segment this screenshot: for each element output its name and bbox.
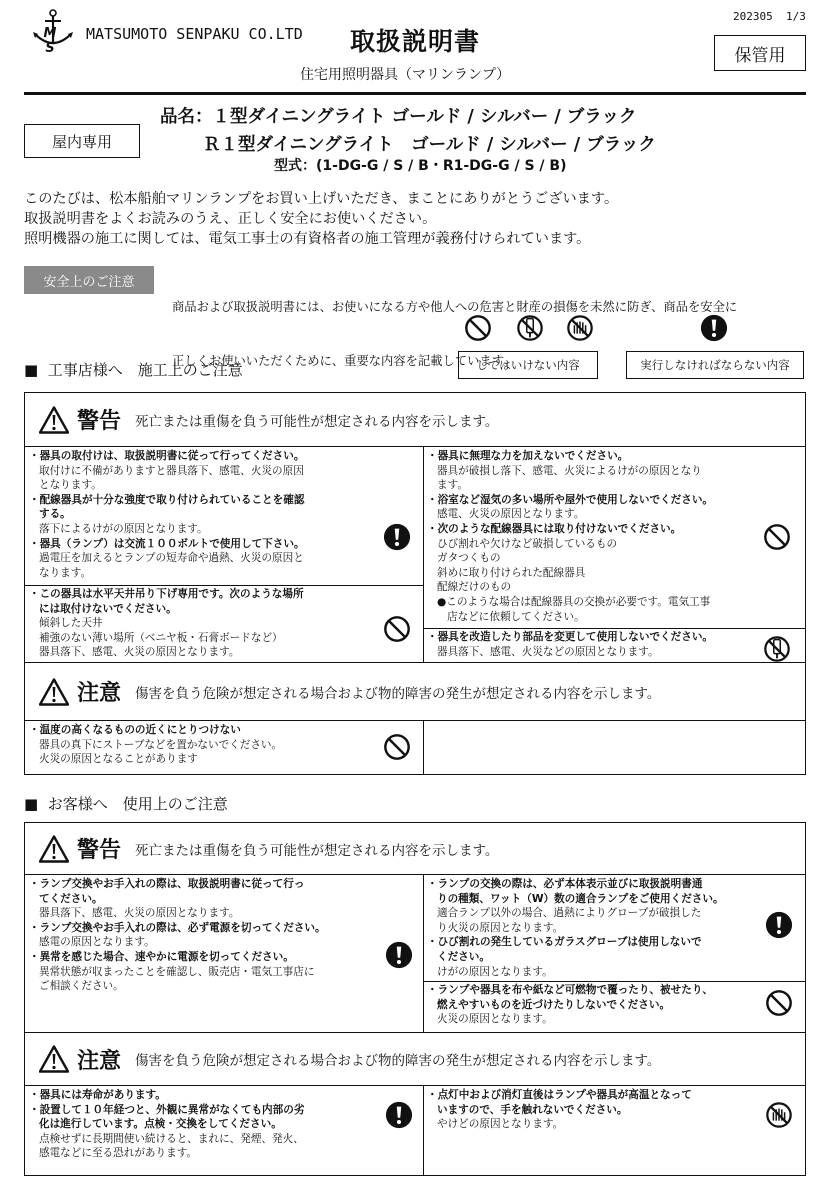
notice-line: ガタつくもの [437, 552, 501, 565]
intro-text [24, 189, 618, 249]
notice-line: 過電圧を加えるとランプの短寿命や過熱、火災の原因と [39, 552, 304, 565]
caution-label: 注意 [77, 1048, 122, 1074]
safety-notice-tag: 安全上のご注意 [24, 266, 154, 294]
notice-line: 器具の真下にストーブなどを置かないでください。 [39, 738, 283, 751]
notice-line: ・器具の取付けは、取扱説明書に従って行ってください。 [29, 450, 305, 462]
notice-line: やけどの原因となります。 [437, 1118, 564, 1131]
legend-prohibit-label: してはいけない内容 [458, 351, 598, 379]
notice-line: ・次のような配線器具には取り付けないでください。 [427, 522, 682, 535]
notice-line: 火災の原因となります。 [437, 1013, 553, 1026]
installer-warning-right-top [423, 447, 805, 626]
installer-heading: ■ 工事店様へ 施工上のご注意 [24, 361, 243, 379]
no-disassemble-icon [516, 314, 544, 342]
mandatory-icon [385, 1101, 413, 1129]
notice-line: ・器具（ランプ）は交流１００ボルトで使用して下さい。 [29, 537, 305, 550]
warning-triangle-icon [39, 678, 69, 706]
company-logo [30, 8, 76, 56]
notice-line: となります。 [39, 479, 102, 492]
prohibit-icon [765, 989, 793, 1017]
notice-line: 器具落下、感電、火災などの原因となります。 [437, 645, 659, 658]
customer-caution-right [423, 1086, 805, 1134]
customer-caution-band [25, 1032, 805, 1086]
notice-line: 補強のない薄い場所（ベニヤ板・石膏ボードなど） [39, 631, 283, 644]
prohibit-icon [383, 733, 411, 761]
customer-warning-left [25, 875, 423, 996]
warning-triangle-icon [39, 835, 69, 863]
do-not-touch-icon [765, 1101, 793, 1129]
notice-line: り火災の原因となります。 [437, 921, 564, 934]
notice-line: ・浴室など湿気の多い場所や屋外で使用しないでください。 [427, 493, 714, 506]
header-divider [24, 92, 806, 95]
installer-warning-right-bottom [423, 628, 805, 661]
notice-line: 器具落下、感電、火災の原因となります。 [39, 907, 240, 920]
notice-line: ます。 [437, 479, 468, 492]
notice-line: ・器具には寿命があります。 [29, 1089, 166, 1101]
intro-line: 取扱説明書をよくお読みのうえ、正しく安全にお使いください。 [24, 211, 437, 227]
notice-line: ・ランプ交換やお手入れの際は、取扱説明書に従って行っ [29, 878, 305, 890]
notice-line: 傾斜した天井 [39, 617, 103, 630]
prohibit-icon [383, 615, 411, 643]
installer-warning-band [25, 393, 805, 447]
notice-line: ・点灯中および消灯直後はランプや器具が高温となって [427, 1089, 692, 1101]
notice-line: ・ランプや器具を布や紙など可燃物で覆ったり、被せたり、 [427, 984, 714, 996]
document-subtitle: 住宅用照明器具（マリンランプ） [300, 67, 511, 83]
installer-caution-band [25, 662, 805, 721]
notice-line: りの種類、ワット（W）数の適合ランプをご使用ください。 [437, 892, 724, 905]
intro-line: 照明機器の施工に関しては、電気工事士の有資格者の施工管理が義務付けられています。 [24, 231, 591, 247]
mandatory-icon [385, 941, 413, 969]
installer-warning-left-bottom [25, 585, 423, 662]
notice-line: 火災の原因となることがあります [39, 753, 198, 766]
mandatory-icon [700, 314, 728, 342]
caution-description: 傷害を負う危険が想定される場合および物的障害の発生が想定される内容を示します。 [135, 1053, 661, 1069]
notice-line: ・配線器具が十分な強度で取り付けられていることを確認 [29, 493, 305, 506]
notice-line: ・ランプ交換やお手入れの際は、必ず電源を切ってください。 [29, 921, 326, 934]
caution-description: 傷害を負う危険が想定される場合および物的障害の発生が想定される内容を示します。 [135, 685, 661, 702]
prohibit-icon [763, 523, 791, 551]
customer-heading: ■ お客様へ 使用上のご注意 [24, 795, 228, 813]
notice-line: 感電、火災の原因となります。 [437, 508, 585, 521]
prohibit-icon [464, 314, 492, 342]
safety-text-line: 正しくお使いいただくために、重要な内容を記載しています。 [172, 354, 516, 368]
mandatory-icon [383, 523, 411, 551]
product-name-line1: 品名：１型ダイニングライト ゴールド / シルバー / ブラック [160, 107, 637, 127]
notice-line: 器具落下、感電、火災の原因となります。 [39, 646, 240, 659]
notice-line: 燃えやすいものを近づけたりしないでください。 [437, 998, 671, 1011]
company-name: MATSUMOTO SENPAKU CO.LTD [86, 25, 303, 43]
warning-label: 警告 [77, 409, 122, 434]
indoor-only-label: 屋内専用 [24, 124, 140, 158]
notice-line: 異常状態が収まったことを確認し、販売店・電気工事店に [39, 965, 315, 978]
customer-warning-band [25, 823, 805, 875]
notice-line: 感電などに至る恐れがあります。 [39, 1147, 198, 1160]
customer-notice-table [24, 822, 806, 1176]
installer-notice-table [24, 392, 806, 775]
no-disassemble-icon [763, 635, 791, 663]
notice-line: ・異常を感じた場合、速やかに電源を切ってください。 [29, 950, 294, 963]
warning-triangle-icon [39, 406, 69, 434]
notice-line: ・ランプの交換の際は、必ず本体表示並びに取扱説明書通 [427, 878, 703, 890]
notice-line: 適合ランプ以外の場合、過熱によりグローブが破損した [437, 907, 702, 920]
safety-text-line: 商品および取扱説明書には、お使いになる方や他人への危害と財産の損傷を未然に防ぎ、商品を安全に [172, 300, 738, 314]
warning-description: 死亡または重傷を負う可能性が想定される内容を示します。 [135, 842, 499, 859]
notice-line: ひび割れや欠けなど破損しているもの [437, 537, 618, 550]
customer-warning-right-bottom [423, 981, 805, 1029]
document-title: 取扱説明書 [350, 27, 481, 56]
notice-line: 取付けに不備がありますと器具落下、感電、火災の原因 [39, 464, 304, 477]
notice-line: なります。 [39, 566, 92, 579]
notice-line: ・温度の高くなるものの近くにとりつけない [29, 724, 241, 736]
keep-label: 保管用 [714, 35, 806, 71]
notice-line: ●このような場合は配線器具の交換が必要です。電気工事 [437, 595, 711, 608]
product-model: 型式：(1-DG-G / S / B・R1-DG-G / S / B) [274, 158, 567, 174]
notice-line: 器具が破損し落下、感電、火災によるけがの原因となり [437, 464, 702, 477]
do-not-touch-icon [566, 314, 594, 342]
notice-line: 配線だけのもの [437, 581, 512, 594]
intro-line: このたびは、松本船舶マリンランプをお買い上げいただき、まことにありがとうございます。 [24, 191, 619, 207]
document-code: 202305 1/3 [733, 10, 806, 23]
notice-line: ・設置して１０年経つと、外観に異常がなくても内部の劣 [29, 1103, 305, 1116]
notice-line: 点検せずに長期間使い続けると、まれに、発煙、発火、 [39, 1132, 304, 1145]
notice-line: 化は進行しています。点検・交換をしてください。 [39, 1118, 282, 1131]
warning-label: 警告 [77, 838, 122, 863]
column-divider [423, 721, 424, 774]
customer-caution-left [25, 1086, 423, 1163]
installer-caution-left [25, 721, 423, 769]
legend-mandatory-label: 実行しなければならない内容 [626, 351, 804, 379]
notice-line: には取付けないでください。 [39, 602, 177, 615]
notice-line: てください。 [39, 892, 103, 905]
warning-description: 死亡または重傷を負う可能性が想定される内容を示します。 [135, 413, 499, 430]
caution-label: 注意 [77, 681, 122, 706]
notice-line: いますので、手を触れないでください。 [437, 1103, 628, 1116]
notice-line: ください。 [437, 950, 490, 963]
notice-line: ・ひび割れの発生しているガラスグローブは使用しないで [427, 936, 702, 949]
mandatory-icon [765, 911, 793, 939]
installer-warning-left-top [25, 447, 423, 582]
customer-warning-right-top [423, 875, 805, 981]
notice-line: ご相談ください。 [39, 980, 124, 993]
notice-line: ・器具に無理な力を加えないでください。 [427, 450, 629, 462]
notice-line: ・この器具は水平天井吊り下げ専用です。次のような場所 [29, 588, 304, 600]
product-name-line2: Ｒ１型ダイニングライト ゴールド / シルバー / ブラック [203, 135, 656, 155]
notice-line: 落下によるけがの原因となります。 [39, 522, 208, 535]
warning-triangle-icon [39, 1045, 69, 1073]
notice-line: 店などに依頼してください。 [447, 610, 585, 623]
notice-line: 感電の原因となります。 [39, 936, 155, 949]
logo-letters: M S [43, 26, 63, 56]
notice-line: 斜めに取り付けられた配線器具 [437, 566, 586, 579]
notice-line: けがの原因となります。 [437, 965, 553, 978]
notice-line: する。 [39, 508, 71, 521]
notice-line: ・器具を改造したり部品を変更して使用しないでください。 [427, 631, 714, 643]
